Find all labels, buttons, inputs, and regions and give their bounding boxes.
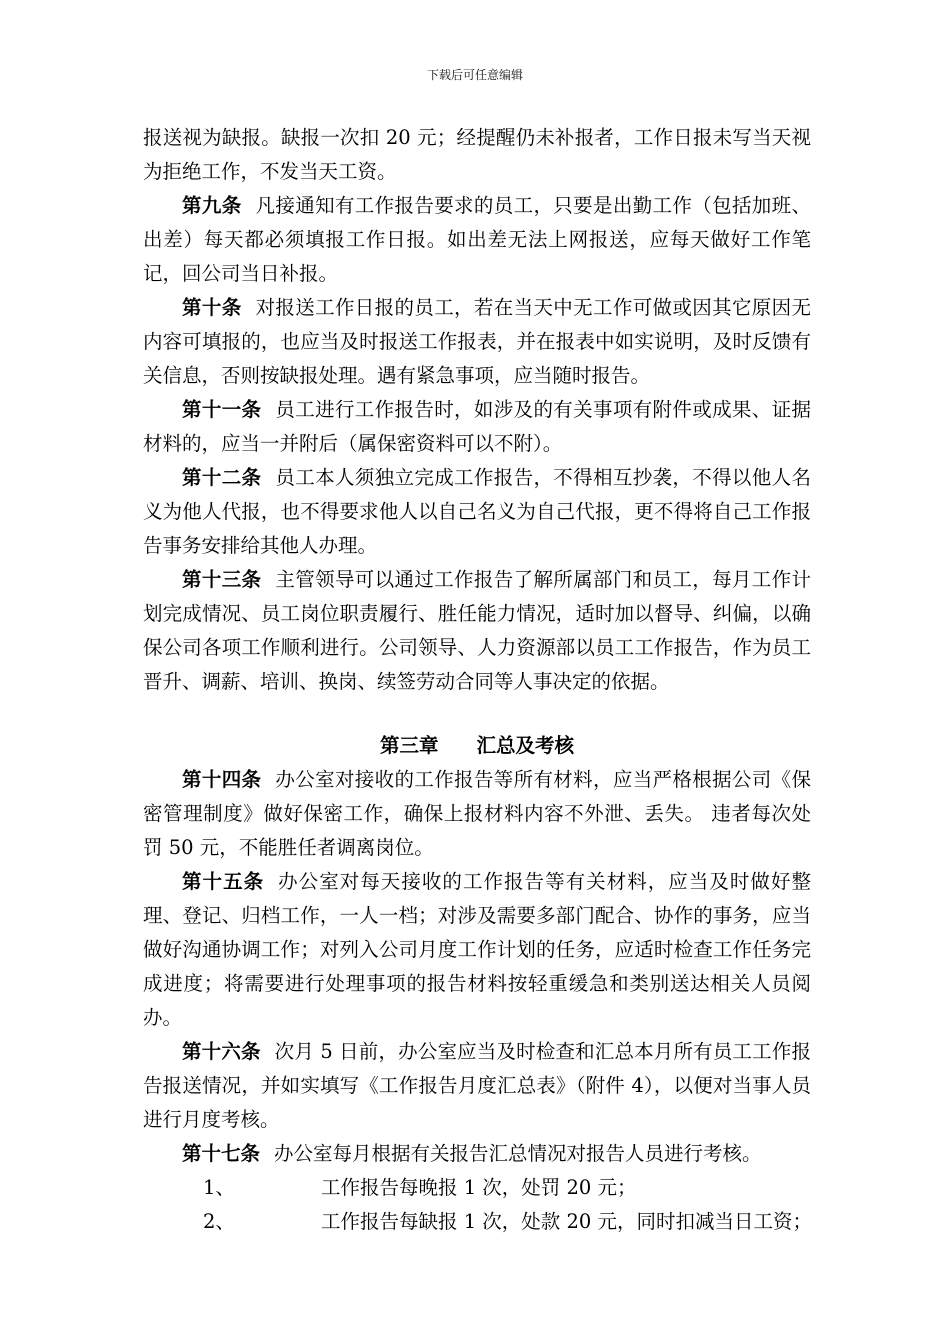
article-paragraph [143,393,811,461]
article-text: 办公室对每天接收的工作报告等有关材料，应当及时做好整理、登记、归档工作，一人一档；对涉及需要多部门配合、协作的事务，应当做好沟通协调工作；对列入公司月度工作计划的任务，应适时检查工作任务完成进度；将需要进行处理事项的报告材料按轻重缓急和类别送达相关人员阅办。 [143,870,811,1029]
article-paragraph [143,461,811,563]
penalty-number: 2、 [203,1210,235,1233]
article-paragraph [143,1137,811,1171]
article-text: 凡接通知有工作报告要求的员工，只要是出勤工作（包括加班、出差）每天都必须填报工作日报。如出差无法上网报送，应每天做好工作笔记，回公司当日补报。 [143,194,811,285]
article-label: 第十二条 [182,466,262,489]
article-paragraph [143,189,811,291]
chapter-title: 汇总及考核 [476,734,575,757]
article-label: 第十七条 [182,1142,261,1165]
article-label: 第十六条 [182,1040,261,1063]
penalty-item [143,1171,811,1205]
penalty-text: 工作报告每缺报 1 次，处款 20 元，同时扣减当日工资； [321,1210,813,1233]
penalty-number: 1、 [203,1176,235,1199]
page-header-note: 下载后可任意编辑 [426,68,523,82]
article-text: 办公室对接收的工作报告等所有材料，应当严格根据公司《保密管理制度》做好保密工作，确保上报材料内容不外泄、丢失。 违者每次处罚 50 元，不能胜任者调离岗位。 [143,768,811,859]
article-text: 次月 5 日前，办公室应当及时检查和汇总本月所有员工工作报告报送情况，并如实填写《工作报告月度汇总表》（附件 4），以便对当事人员进行月度考核。 [143,1040,811,1131]
chapter-heading [143,729,811,763]
articles-section-2 [143,189,811,699]
article-paragraph [143,563,811,699]
article-text: 员工进行工作报告时，如涉及的有关事项有附件或成果、证据材料的，应当一并附后（属保密资料可以不附）。 [143,398,811,455]
article-label: 第十一条 [182,398,262,421]
article-paragraph [143,865,811,1035]
penalty-text: 工作报告每晚报 1 次，处罚 20 元； [321,1176,637,1199]
article-paragraph [143,1035,811,1137]
articles-section-3 [143,763,811,1171]
article-label: 第十五条 [182,870,265,893]
chapter-number: 第三章 [379,734,439,757]
penalty-item [143,1205,811,1239]
penalty-list [143,1171,811,1239]
article-text: 主管领导可以通过工作报告了解所属部门和员工，每月工作计划完成情况、员工岗位职责履行、胜任能力情况，适时加以督导、纠偏，以确保公司各项工作顺利进行。公司领导、人力资源部以员工工作报告，作为员工晋升、调薪、培训、换岗、续签劳动合同等人事决定的依据。 [143,568,811,693]
continuation-paragraph: 报送视为缺报。缺报一次扣 20 元；经提醒仍未补报者，工作日报未写当天视为拒绝工作，不发当天工资。 [143,126,811,183]
document-body [143,121,811,1239]
article-label: 第十三条 [182,568,262,591]
article-paragraph [143,291,811,393]
article-text: 员工本人须独立完成工作报告，不得相互抄袭，不得以他人名义为他人代报，也不得要求他人以自己名义为自己代报，更不得将自己工作报告事务安排给其他人办理。 [143,466,811,557]
article-text: 办公室每月根据有关报告汇总情况对报告人员进行考核。 [274,1142,762,1165]
article-label: 第九条 [182,194,242,217]
article-label: 第十四条 [182,768,262,791]
article-paragraph [143,763,811,865]
article-text: 对报送工作日报的员工，若在当天中无工作可做或因其它原因无内容可填报的，也应当及时报送工作报表，并在报表中如实说明，及时反馈有关信息，否则按缺报处理。遇有紧急事项，应当随时报告。 [143,296,811,387]
article-label: 第十条 [182,296,242,319]
